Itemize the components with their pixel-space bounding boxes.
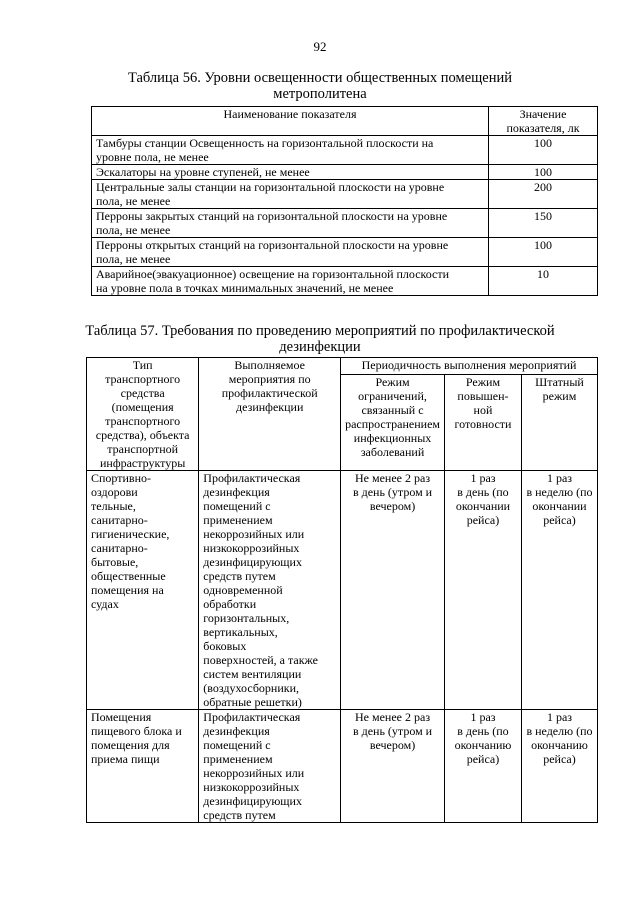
page-number: 92: [313, 39, 327, 54]
indicator-value: 150: [489, 209, 598, 238]
text-line: дезинфицирующих: [203, 555, 302, 569]
text-line: горизонтальных,: [203, 611, 290, 625]
text-line: Режим: [375, 374, 410, 389]
normal-cell: [521, 710, 597, 823]
text-line: Профилактическая: [203, 710, 301, 724]
text-line: пола, не менее: [96, 223, 171, 237]
text-line: обратные решетки): [203, 695, 302, 709]
header-alert: [445, 374, 522, 470]
indicator-value: 100: [489, 238, 598, 267]
text-line: рейса): [543, 513, 576, 527]
text-line: приема пищи: [91, 752, 160, 766]
alert-cell: [445, 710, 522, 823]
text-line: на уровне пола в точках минимальных значений, не менее: [96, 281, 394, 295]
table57-caption: [0, 323, 640, 355]
text-line: обработки: [203, 597, 257, 611]
indicator-value: 200: [489, 180, 598, 209]
text-line: Перроны открытых станций на горизонтальной плоскости на уровне: [96, 238, 449, 252]
table56-title-line1: Таблица 56. Уровни освещенности общественных помещений: [127, 70, 513, 86]
text-line: низкокоррозийных: [203, 780, 300, 794]
text-line: готовности: [454, 416, 512, 431]
text-line: инфекционных: [353, 430, 432, 445]
disinfection-table: [86, 357, 598, 823]
text-line: Перроны закрытых станций на горизонтальной плоскости на уровне: [96, 209, 448, 223]
header-normal: [521, 374, 597, 470]
text-line: транспортной: [107, 442, 179, 456]
header-value-line2: показателя, лк: [506, 121, 580, 135]
text-line: систем вентиляции: [203, 667, 302, 681]
text-line: уровне пола, не менее: [96, 150, 209, 164]
text-line: некоррозийных или: [203, 527, 305, 541]
table-row: [92, 209, 598, 238]
text-line: помещения на: [91, 583, 164, 597]
text-line: распространением: [345, 416, 440, 431]
normal-cell: [521, 471, 597, 710]
text-line: в день (утром и: [352, 485, 433, 499]
text-line: средств путем: [203, 808, 276, 822]
text-line: применением: [203, 513, 273, 527]
indicator-value: 100: [489, 136, 598, 165]
text-line: Профилактическая: [203, 471, 301, 485]
table-header-row: [87, 358, 598, 375]
header-period: Периодичность выполнения мероприятий: [341, 358, 598, 375]
room-type: [87, 471, 199, 710]
indicator-name: [92, 238, 489, 267]
text-line: Тип: [132, 358, 153, 372]
table-row: [87, 471, 598, 710]
text-line: Центральные залы станции на горизонтальной плоскости на уровне: [96, 180, 445, 194]
indicator-value: 100: [489, 165, 598, 180]
table57-title-line2: дезинфекции: [279, 339, 361, 355]
text-line: Тамбуры станции Освещенность на горизонтальной плоскости на: [96, 136, 434, 150]
text-line: помещений с: [203, 738, 271, 752]
table-row: [92, 267, 598, 296]
text-line: Режим: [465, 374, 501, 389]
text-line: Штатный: [535, 374, 584, 389]
text-line: санитарно-: [91, 541, 148, 555]
text-line: низкокоррозийных: [203, 541, 300, 555]
text-line: Помещения: [91, 710, 152, 724]
text-line: дезинфекция: [203, 485, 270, 499]
disinfection-table-body: [87, 471, 598, 823]
text-line: средства), объекта: [95, 428, 190, 442]
restrict-cell: [341, 710, 445, 823]
text-line: помещения для: [91, 738, 170, 752]
header-type: [87, 358, 199, 471]
text-line: окончании: [455, 499, 511, 513]
text-line: 1 раз: [546, 471, 573, 485]
table-row: [92, 238, 598, 267]
header-measure: [199, 358, 341, 471]
header-value: [489, 107, 598, 136]
indicator-name: [92, 165, 489, 180]
text-line: повышен-: [457, 388, 509, 403]
text-line: 1 раз: [470, 710, 496, 724]
text-line: в день (по: [457, 724, 509, 738]
text-line: одновременной: [203, 583, 283, 597]
alert-cell: [445, 471, 522, 710]
text-line: поверхностей, а также: [203, 653, 319, 667]
illumination-table: [91, 106, 598, 296]
table-header-row: [92, 107, 598, 136]
indicator-name: [92, 267, 489, 296]
text-line: в неделю (по: [526, 485, 593, 499]
text-line: рейса): [466, 752, 500, 766]
text-line: тельные,: [91, 499, 136, 513]
text-line: 1 раз: [546, 710, 573, 724]
text-line: пищевого блока и: [91, 724, 182, 738]
text-line: в день (утром и: [352, 724, 433, 738]
text-line: 1 раз: [470, 471, 496, 485]
table56-title-line2: метрополитена: [273, 86, 367, 102]
text-line: рейса): [466, 513, 500, 527]
text-line: Не менее 2 раз: [355, 471, 431, 485]
table-row: [92, 180, 598, 209]
text-line: вечером): [369, 499, 416, 513]
header-value-line1: Значение: [519, 107, 567, 121]
text-line: Не менее 2 раз: [355, 710, 431, 724]
text-line: ограничений,: [358, 388, 427, 403]
text-line: мероприятия по: [228, 372, 311, 386]
text-line: вечером): [369, 738, 416, 752]
text-line: средств путем: [203, 569, 276, 583]
indicator-name: [92, 180, 489, 209]
text-line: Выполняемое: [234, 358, 305, 372]
text-line: санитарно-: [91, 513, 148, 527]
text-line: дезинфекции: [236, 400, 304, 414]
table-row: [87, 710, 598, 823]
text-line: заболеваний: [360, 444, 425, 459]
text-line: пола, не менее: [96, 194, 171, 208]
table57-title-line1: Таблица 57. Требования по проведению мероприятий по профилактической: [85, 323, 555, 339]
text-line: транспортного: [105, 372, 181, 386]
text-line: рейса): [543, 752, 576, 766]
text-line: окончании: [532, 499, 587, 513]
illumination-table-body: [92, 136, 598, 296]
table56-caption: [0, 70, 640, 102]
measure-cell: [199, 710, 341, 823]
room-type: [87, 710, 199, 823]
text-line: некоррозийных или: [203, 766, 305, 780]
text-line: Спортивно-: [91, 471, 152, 485]
text-line: (помещения: [111, 400, 174, 414]
text-line: режим: [542, 388, 577, 403]
text-line: дезинфекция: [203, 724, 270, 738]
text-line: инфраструктуры: [99, 456, 186, 470]
measure-cell: [199, 471, 341, 710]
text-line: дезинфицирующих: [203, 794, 302, 808]
text-line: ной: [473, 402, 493, 417]
text-line: в день (по: [457, 485, 509, 499]
text-line: транспортного: [105, 414, 181, 428]
text-line: боковых: [203, 639, 247, 653]
restrict-cell: [341, 471, 445, 710]
text-line: связанный с: [361, 402, 424, 417]
text-line: применением: [203, 752, 273, 766]
text-line: в неделю (по: [526, 724, 593, 738]
table-row: [92, 165, 598, 180]
text-line: окончанию: [531, 738, 588, 752]
text-line: вертикальных,: [203, 625, 278, 639]
text-line: (воздухосборники,: [203, 681, 300, 695]
text-line: средства: [120, 386, 165, 400]
indicator-name: [92, 136, 489, 165]
indicator-name: [92, 209, 489, 238]
text-line: судах: [91, 597, 119, 611]
text-line: Аварийное(эвакуационное) освещение на горизонтальной плоскости: [96, 267, 450, 281]
indicator-value: 10: [489, 267, 598, 296]
text-line: Эскалаторы на уровне ступеней, не менее: [96, 165, 310, 179]
text-line: окончанию: [454, 738, 512, 752]
header-name: Наименование показателя: [92, 107, 489, 136]
text-line: гигиенические,: [91, 527, 170, 541]
text-line: помещений с: [203, 499, 271, 513]
text-line: общественные: [91, 569, 166, 583]
header-restrict: [341, 374, 445, 470]
text-line: профилактической: [221, 386, 318, 400]
text-line: оздорови: [91, 485, 138, 499]
text-line: пола, не менее: [96, 252, 171, 266]
text-line: бытовые,: [91, 555, 139, 569]
table-row: [92, 136, 598, 165]
